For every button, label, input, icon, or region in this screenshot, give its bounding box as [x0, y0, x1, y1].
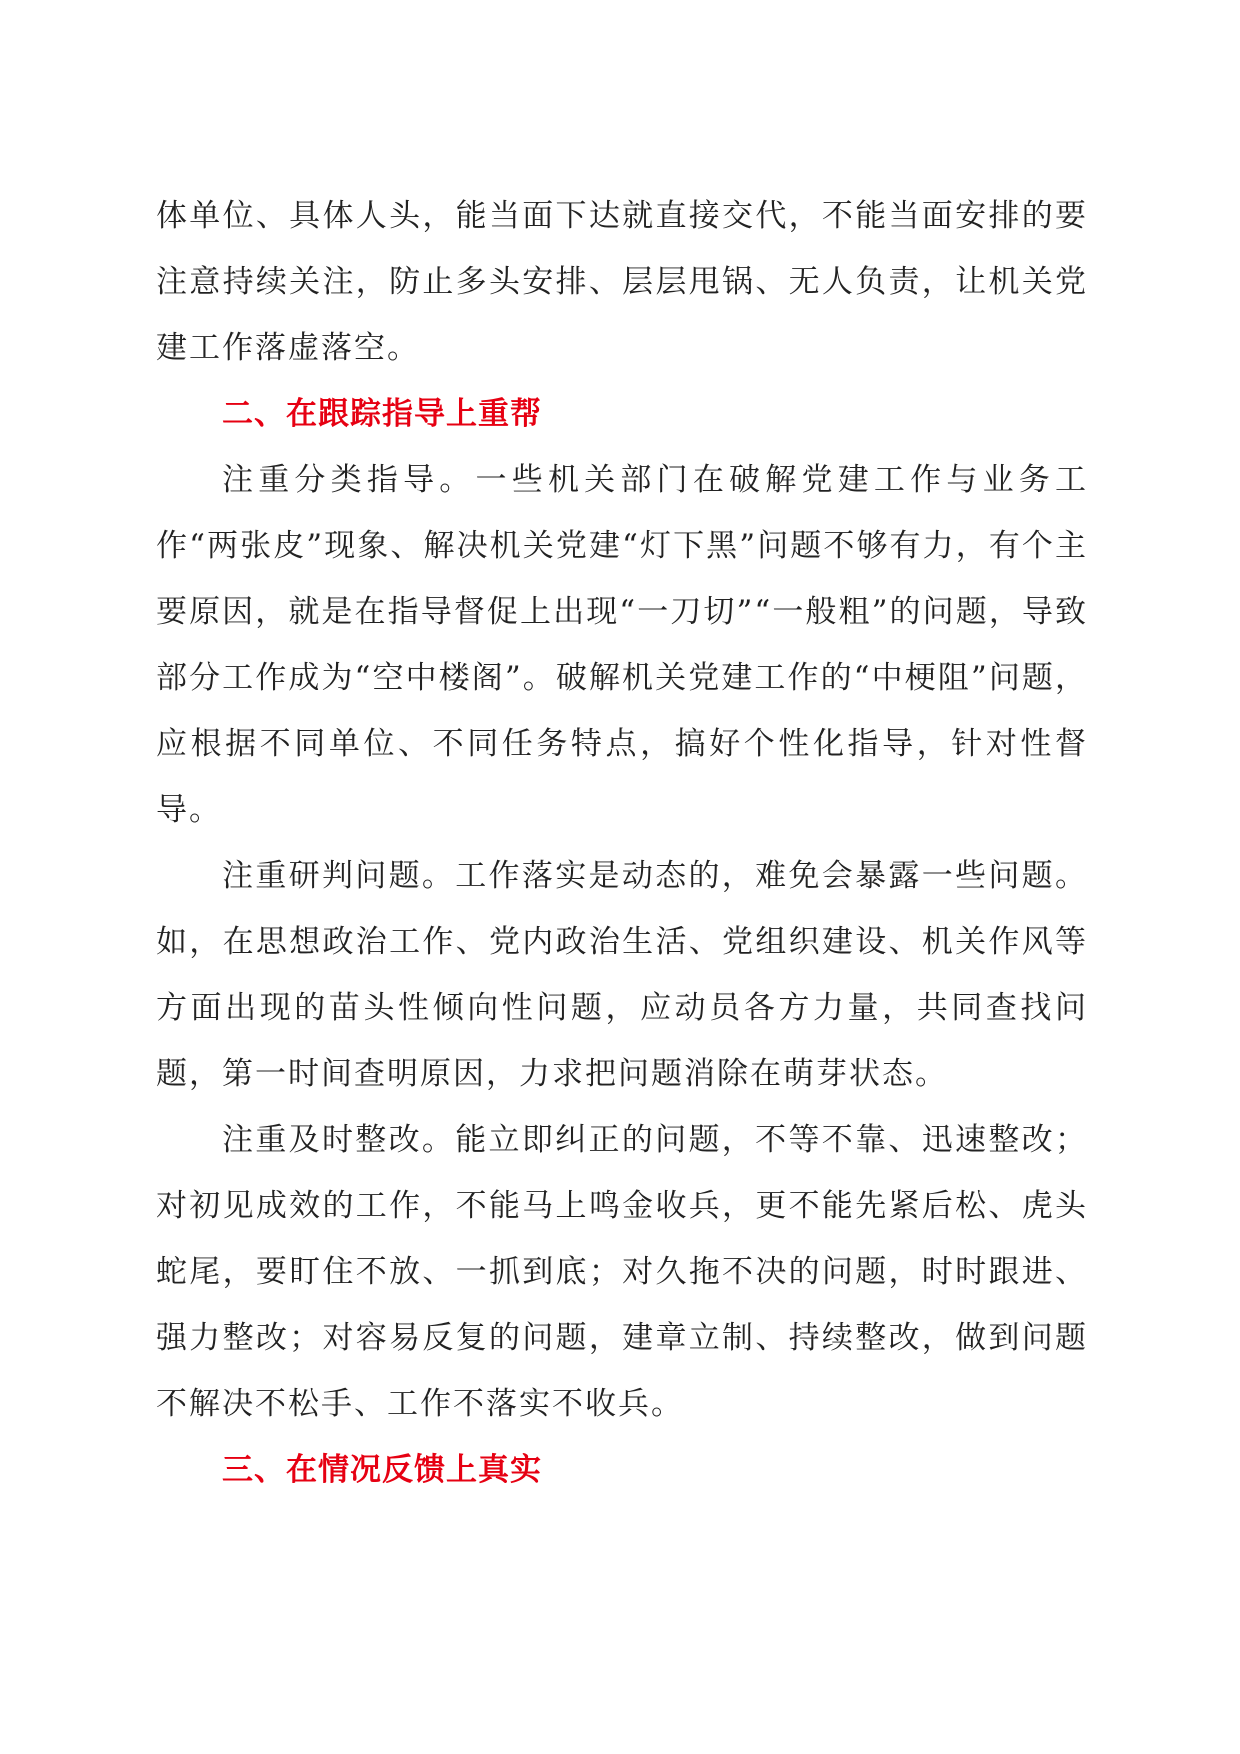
- paragraph-problem-analysis: 注重研判问题。工作落实是动态的，难免会暴露一些问题。如，在思想政治工作、党内政治生活、党组织建设、机关作风等方面出现的苗头性倾向性问题，应动员各方力量，共同查找问题，第一时间查明原因，力求把问题消除在萌芽状态。: [156, 858, 1088, 1092]
- paragraph-continued: 体单位、具体人头，能当面下达就直接交代，不能当面安排的要注意持续关注，防止多头安排、层层甩锅、无人负责，让机关党建工作落虚落空。: [156, 198, 1088, 366]
- paragraph-classified-guidance: 注重分类指导。一些机关部门在破解党建工作与业务工作“两张皮”现象、解决机关党建“灯下黑”问题不够有力，有个主要原因，就是在指导督促上出现“一刀切”“一般粗”的问题，导致部分工作成为“空中楼阁”。破解机关党建工作的“中梗阻”问题，应根据不同单位、不同任务特点，搞好个性化指导，针对性督导。: [156, 462, 1088, 828]
- document-body: [156, 183, 1088, 1503]
- section-heading-three: 三、在情况反馈上真实: [222, 1452, 542, 1488]
- section-heading-two: 二、在跟踪指导上重帮: [222, 396, 542, 432]
- paragraph-timely-rectification: 注重及时整改。能立即纠正的问题，不等不靠、迅速整改；对初见成效的工作，不能马上鸣金收兵，更不能先紧后松、虎头蛇尾，要盯住不放、一抓到底；对久拖不决的问题，时时跟进、强力整改；对容易反复的问题，建章立制、持续整改，做到问题不解决不松手、工作不落实不收兵。: [156, 1122, 1088, 1422]
